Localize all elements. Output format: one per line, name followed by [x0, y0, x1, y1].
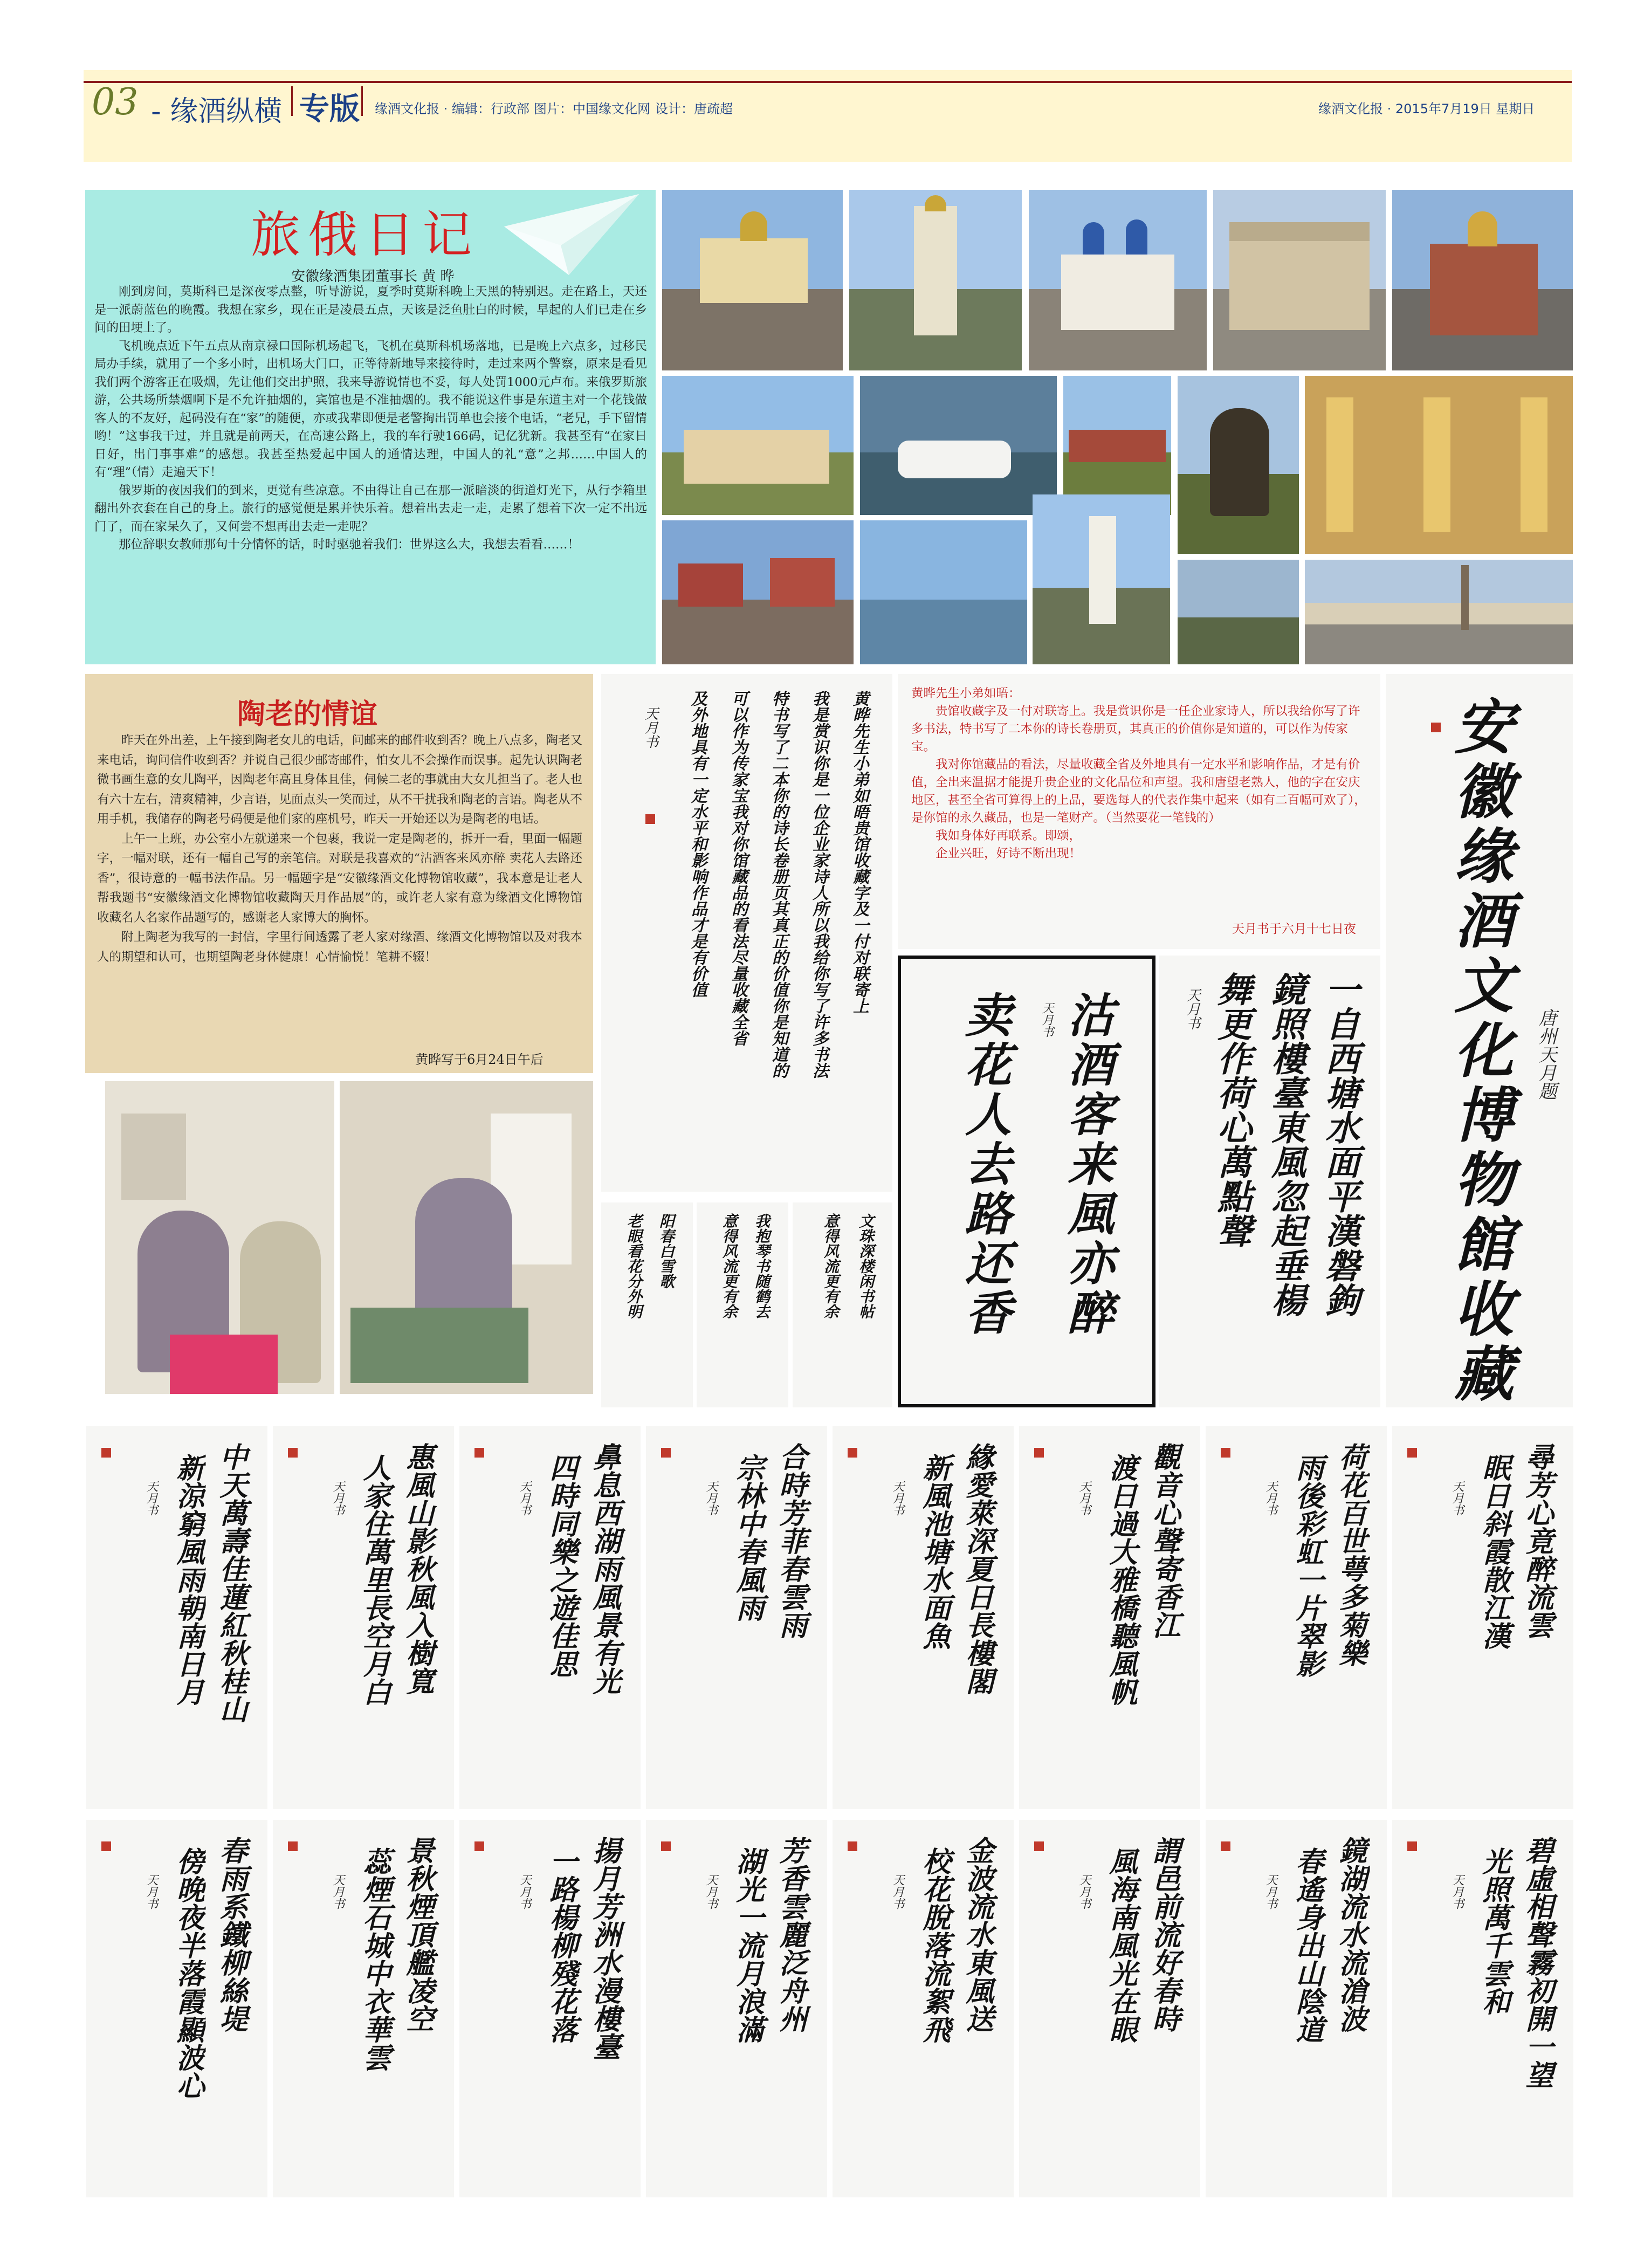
tao-title: 陶老的情谊 — [237, 698, 378, 731]
red-seal — [1407, 1841, 1417, 1851]
diary-paragraph: 飞机晚点近下午五点从南京禄口国际机场起飞，飞机在莫斯科机场落地，已是晚上六点多，过移民局办手续，就用了一个多小时，出机场大门口，正等待新地导来接待时，走过来两个警察，原来是看见我们两个游客正在吸烟，先让他们交出护照，我来导游说情也不妥，每人处罚1000元卢布。来俄罗斯旅游，公共场所禁烟啊下是不允许抽烟的，宾馆也是不准抽烟的。我不能说这件事是东道主对一个花钱做客人的不友好，起码没有在“家”的随便，亦或我辈即便是老警掏出罚单也会接个电话，“老兄，手下留情哟！”这事我干过，并且就是前两天，在高速公路上，我的车行驶166码，记亿犹新。我甚至有“在家日日好，出门事事难”的感想。我甚至热爱起中国人的通情达理，中国人的礼“意”之邦……中国人的有“理”（情）走遍天下！ — [94, 339, 647, 479]
calligraphy-signature: 天月书 — [518, 1480, 531, 1516]
calligraphy-scroll — [1019, 1426, 1200, 1809]
red-seal — [1431, 723, 1441, 732]
couplet-right: 沽酒客来風亦醉 — [1060, 991, 1114, 1338]
photo-golden-hall — [1305, 376, 1573, 554]
diary-author: 安徽缘酒集团董事长 黄 晔 — [291, 269, 455, 285]
calligraphy-small — [793, 1202, 892, 1407]
calligraphy-signature: 天月书 — [1264, 1480, 1277, 1516]
tao-signature: 黄晔写于6月24日午后 — [415, 1052, 544, 1067]
calligraphy-column: 中天萬壽佳蓮紅秋桂山 — [215, 1442, 247, 1723]
photo-cathedral — [1029, 190, 1207, 370]
letter-paragraph: 我如身体好再联系。即颂， — [936, 829, 1082, 843]
red-seal — [1034, 1841, 1044, 1851]
diary-title: 旅俄日记 — [251, 206, 480, 264]
calligraphy-scroll — [86, 1426, 267, 1809]
calligraphy-column: 碧虛相聲霧初開一望 — [1521, 1836, 1553, 2088]
calligraphy-column: 光照萬千雲和 — [1477, 1847, 1510, 2015]
red-seal — [288, 1841, 298, 1851]
calligraphy-column: 我是赏识你是一位企业家诗人所以我给你写了许多书法 — [809, 690, 828, 1078]
calligraphy-column: 尋芳心竟醉流雲 — [1521, 1442, 1553, 1639]
red-seal — [661, 1841, 671, 1851]
letter-signature: 天月书于六月十七日夜 — [1232, 922, 1356, 936]
red-seal — [1221, 1841, 1230, 1851]
tao-paragraph: 附上陶老为我写的一封信，字里行间透露了老人家对缘酒、缘酒文化博物馆以及对我本人的期望和认可，也期望陶老身体健康！心情愉悦！笔耕不辍！ — [97, 930, 583, 964]
calligraphy-column: 觀音心聲寄香江 — [1147, 1442, 1180, 1639]
photo-tao-and-author — [105, 1081, 334, 1394]
calligraphy-column: 舞更作荷心萬點聲 — [1212, 972, 1252, 1248]
calligraphy-signature: 天月书 — [331, 1480, 345, 1516]
calligraphy-signature: 天月书 — [1184, 988, 1200, 1030]
header-rule — [84, 81, 1572, 83]
calligraphy-small — [601, 1202, 693, 1407]
calligraphy-column: 新涼窮風雨朝南日月 — [171, 1453, 204, 1706]
calligraphy-column: 我抱琴书随鹤去 — [753, 1213, 771, 1319]
calligraphy-column: 景秋煙頂艦凌空 — [401, 1836, 434, 2032]
tao-body — [97, 731, 582, 967]
photo-palace-square — [662, 190, 843, 370]
header-editor: 缘酒文化报 · 编辑：行政部 — [375, 101, 529, 116]
calligraphy-column: 一路楊柳殘花落 — [545, 1847, 577, 2043]
calligraphy-lake-poem — [1159, 956, 1380, 1407]
photo-embankment — [860, 520, 1027, 664]
calligraphy-signature: 天月书 — [145, 1480, 158, 1516]
photo-bronze-statue — [1178, 376, 1299, 554]
calligraphy-column: 合時芳菲春雲雨 — [774, 1442, 807, 1639]
special-label: 专版 — [299, 92, 360, 127]
calligraphy-column: 文珠深楼闲书帖 — [857, 1213, 875, 1319]
calligraphy-museum-title — [1386, 674, 1573, 1407]
calligraphy-column: 特书写了二本你的诗长卷册页其真正的价值你是知道的 — [769, 690, 788, 1078]
diary-paragraph: 那位辞职女教师那句十分情怀的话，时时驱驰着我们：世界这么大，我想去看看……！ — [119, 538, 580, 552]
header-divider — [361, 86, 363, 116]
calligraphy-scroll — [459, 1426, 641, 1809]
header-pictures: 图片：中国缘文化网 — [534, 101, 650, 116]
calligraphy-column: 鏡湖流水流滄波 — [1334, 1836, 1367, 2032]
red-seal — [101, 1448, 111, 1458]
calligraphy-column: 老眼看花分外明 — [625, 1213, 643, 1319]
calligraphy-column: 風海南風光在眼 — [1104, 1847, 1137, 2043]
calligraphy-column: 鼻息西湖雨風景有光 — [588, 1442, 621, 1695]
calligraphy-signature: 天月书 — [145, 1874, 158, 1909]
calligraphy-signature: 天月书 — [704, 1480, 718, 1516]
red-seal — [1034, 1448, 1044, 1458]
red-seal — [101, 1841, 111, 1851]
photo-red-square — [662, 520, 854, 664]
couplet-frame — [898, 956, 1155, 1407]
calligraphy-column: 春雨系鐵柳絲堤 — [215, 1836, 247, 2032]
calligraphy-column: 意得风流更有余 — [822, 1213, 840, 1319]
red-seal — [645, 814, 655, 824]
page-number: 03 — [92, 81, 139, 123]
calligraphy-signature: 天月书 — [642, 706, 658, 748]
photo-ivan-bell-tower — [1033, 494, 1170, 664]
section-name: - 缘酒纵横 — [151, 95, 283, 128]
calligraphy-column: 蕊煙石城中衣華雲 — [358, 1847, 391, 2071]
photo-kremlin-palace — [662, 376, 854, 515]
calligraphy-column: 春遙身出山陰道 — [1291, 1847, 1324, 2043]
calligraphy-signature: 天月书 — [1450, 1874, 1464, 1909]
calligraphy-scroll — [1019, 1820, 1200, 2197]
red-seal — [1221, 1448, 1230, 1458]
red-seal — [474, 1841, 484, 1851]
diary-paragraph: 刚到房间，莫斯科已是深夜零点整，听导游说，夏季时莫斯科晚上天黑的特别迟。走在路上，天还是一派蔚蓝色的晚霞。我想在家乡，现在正是凌晨五点，天该是泛鱼肚白的时候，早起的人们已走在乡间的田埂上了。 — [94, 285, 647, 335]
calligraphy-scroll — [86, 1820, 267, 2197]
calligraphy-column: 揚月芳洲水漫樓臺 — [588, 1836, 621, 2060]
calligraphy-column: 校花脫落流絮飛 — [918, 1847, 951, 2043]
calligraphy-column: 新風池塘水面魚 — [918, 1453, 951, 1650]
couplet-left: 卖花人去路还香 — [957, 991, 1012, 1338]
couplet-signature: 天月书 — [1040, 1002, 1054, 1037]
calligraphy-scroll — [273, 1820, 454, 2197]
paper-plane-icon — [504, 194, 639, 275]
calligraphy-signature: 天月书 — [1450, 1480, 1464, 1516]
calligraphy-column: 人家住萬里長空月白 — [358, 1453, 391, 1706]
calligraphy-scroll — [273, 1426, 454, 1809]
calligraphy-column: 意得风流更有余 — [720, 1213, 738, 1319]
calligraphy-signature: 天月书 — [891, 1480, 904, 1516]
header-date: 缘酒文化报 · 2015年7月19日 星期日 — [1318, 101, 1535, 116]
photo-river-boat — [860, 376, 1057, 515]
calligraphy-column: 可以作为传家宝我对你馆藏品的看法尽量收藏全省 — [728, 690, 747, 1046]
calligraphy-scroll — [833, 1820, 1014, 2197]
calligraphy-signature: 天月书 — [331, 1874, 345, 1909]
calligraphy-signature: 天月书 — [518, 1874, 531, 1909]
photo-palace-square-column — [1305, 560, 1573, 664]
red-seal — [288, 1448, 298, 1458]
photo-spilled-blood-church — [1392, 190, 1573, 370]
photo-tourists — [1178, 560, 1299, 664]
letter-greeting: 黄晔先生小弟如晤： — [911, 686, 1021, 700]
letter-paragraph: 企业兴旺，好诗不断出现！ — [936, 847, 1082, 861]
diary-paragraph: 俄罗斯的夜因我们的到来，更觉有些凉意。不由得让自己在那一派暗淡的街道灯光下，从行李箱里翻出外衣套在自己的身上。旅行的感觉便是累并快乐着。想着出去走一走，走累了想着下次一定不出远门了，而在家呆久了，又何尝不想再出去走一走呢？ — [94, 483, 647, 534]
calligraphy-column: 緣愛萊深夏日長樓閣 — [961, 1442, 994, 1695]
museum-signature: 唐州天月题 — [1535, 1008, 1557, 1100]
header-divider — [291, 86, 293, 116]
calligraphy-column: 宗林中春風雨 — [731, 1453, 764, 1621]
calligraphy-column: 芳香雲麗泛舟州 — [774, 1836, 807, 2032]
red-seal — [474, 1448, 484, 1458]
museum-title: 安徽缘酒文化博物館收藏 — [1444, 696, 1514, 1407]
calligraphy-signature: 天月书 — [1264, 1874, 1277, 1909]
red-seal — [848, 1841, 857, 1851]
calligraphy-column: 一自西塘水面平漢磐鉤 — [1319, 972, 1360, 1317]
calligraphy-column: 眠日斜霞散江漢 — [1477, 1453, 1510, 1650]
calligraphy-signature: 天月书 — [891, 1874, 904, 1909]
calligraphy-scroll — [1206, 1426, 1387, 1809]
calligraphy-column: 湖光一流月浪滿 — [731, 1847, 764, 2043]
letter-paragraph: 贵馆收藏字及一付对联寄上。我是赏识你是一任企业家诗人，所以我给你写了许多书法，特书写了二本你的诗长卷册页，其真正的价值你是知道的，可以作为传家宝。 — [911, 704, 1360, 754]
letter-paragraph: 我对你馆藏品的看法，尽量收藏全省及外地具有一定水平和影响作品，才是有价值，全出来温据才能提升贵企业的文化品位和声望。我和唐望老熟人，他的字在安庆地区，甚至全省可算得上的上品，要选每人的代表作集中起来（如有二百幅可欢了），是你馆的永久藏品，也是一笔财产。（当然要花一笔钱的） — [911, 758, 1366, 825]
calligraphy-small — [697, 1202, 788, 1407]
calligraphy-scroll — [1392, 1820, 1573, 2197]
calligraphy-scroll — [459, 1820, 641, 2197]
calligraphy-column: 金波流水東風送 — [961, 1836, 994, 2032]
calligraphy-signature: 天月书 — [1077, 1480, 1091, 1516]
calligraphy-scroll — [1206, 1820, 1387, 2197]
calligraphy-scroll — [646, 1820, 827, 2197]
tao-paragraph: 上午一上班，办公室小左就递来一个包裹，我说一定是陶老的，拆开一看，里面一幅题字，一幅对联，还有一幅自己写的亲笔信。对联是我喜欢的“沽酒客来风亦醉 卖花人去路还香”，很诗意的一幅书法作品。另一幅题字是“安徽缘酒文化博物馆收藏”，我本意是让老人帮我题书“安徽缘酒文化博物馆收藏陶天月作品展”的，或许老人家有意为缘酒文化博物馆收藏名人名家作品题写的，感谢老人家博大的胸怀。 — [97, 831, 583, 925]
calligraphy-column: 阳春白雪歌 — [657, 1213, 675, 1289]
calligraphy-signature: 天月书 — [704, 1874, 718, 1909]
header-design: 设计：唐疏超 — [655, 101, 733, 116]
calligraphy-column: 雨後彩虹一片翠影 — [1291, 1453, 1324, 1678]
red-seal — [1407, 1448, 1417, 1458]
calligraphy-column: 黄晔先生小弟如晤贵馆收藏字及一付对联寄上 — [850, 690, 869, 1014]
calligraphy-letter-scroll — [601, 674, 892, 1192]
calligraphy-column: 惠風山影秋風入樹寬 — [401, 1442, 434, 1695]
diary-body — [94, 283, 647, 655]
calligraphy-column: 荷花百世萼多菊樂 — [1334, 1442, 1367, 1667]
calligraphy-scroll — [646, 1426, 827, 1809]
photo-bell-tower — [849, 190, 1022, 370]
letter-body — [911, 685, 1370, 863]
calligraphy-column: 謂邑前流好春時 — [1147, 1836, 1180, 2032]
calligraphy-column: 鏡照樓臺東風忽起垂楊 — [1265, 972, 1306, 1317]
calligraphy-signature: 天月书 — [1077, 1874, 1091, 1909]
calligraphy-column: 及外地具有一定水平和影响作品才是有价值 — [688, 690, 707, 998]
red-seal — [848, 1448, 857, 1458]
calligraphy-scroll — [1392, 1426, 1573, 1809]
calligraphy-column: 四時同樂之遊佳思 — [545, 1453, 577, 1678]
tao-paragraph: 昨天在外出差，上午接到陶老女儿的电话，问邮来的邮件收到否？晚上八点多，陶老又来电话，询问信件收到否？并说自己很少邮寄邮件，怕女儿不会操作而误事。起先认识陶老微书画生意的女儿陶平，因陶老年高且身体且佳，伺候二老的事就由大女儿担当了。老人也有六十左右，清爽精神，少言语，见面点头一笑而过，从不干扰我和陶老的言语。陶老从不用手机，我储存的陶老号码便是他们家的座机号，昨天一开始还以为是陶老的电话。 — [97, 733, 583, 826]
calligraphy-column: 傍晚夜半落霞顯波心 — [171, 1847, 204, 2099]
photo-colonnade — [1213, 190, 1386, 370]
calligraphy-column: 渡日過大雅橋聽風帆 — [1104, 1453, 1137, 1706]
calligraphy-scroll — [833, 1426, 1014, 1809]
photo-tao-viewing-scroll — [340, 1081, 593, 1394]
red-seal — [661, 1448, 671, 1458]
